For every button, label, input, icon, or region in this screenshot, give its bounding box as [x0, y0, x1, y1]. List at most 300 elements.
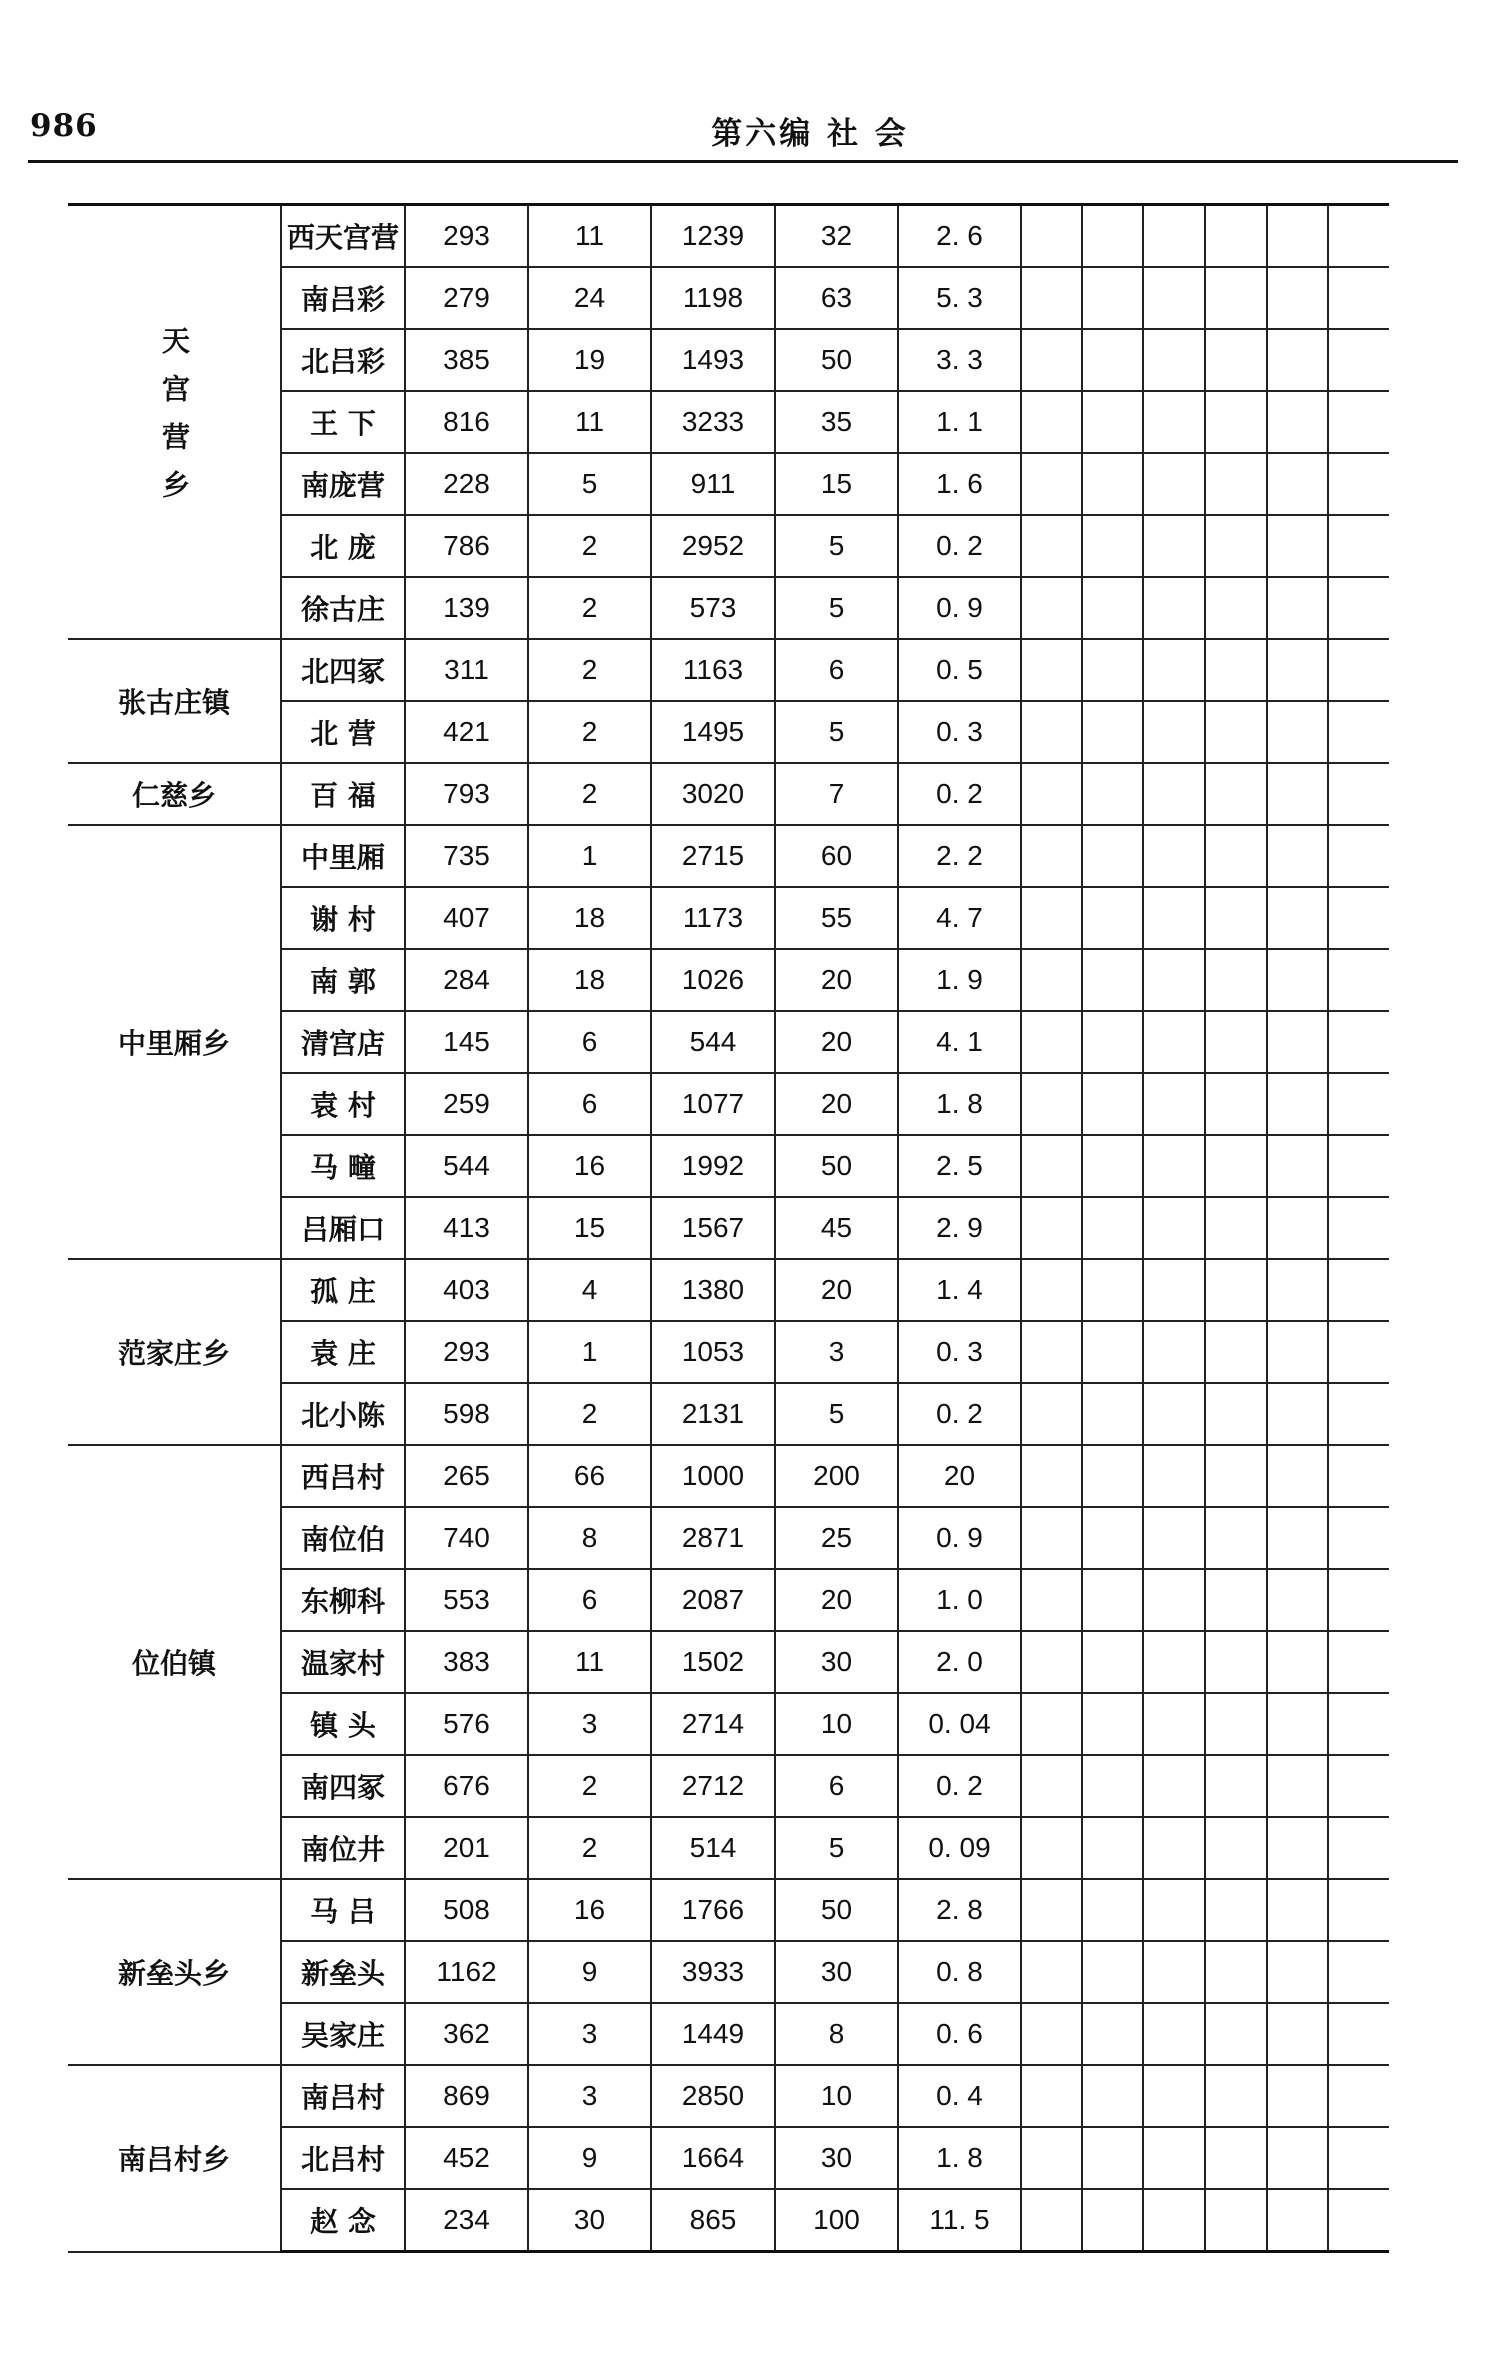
value-cell: 576 — [405, 1693, 528, 1755]
empty-cell — [1082, 1011, 1143, 1073]
empty-cell — [1143, 825, 1205, 887]
value-cell: 3933 — [651, 1941, 775, 2003]
empty-cell — [1205, 515, 1267, 577]
empty-cell — [1143, 701, 1205, 763]
value-cell: 293 — [405, 1321, 528, 1383]
empty-cell — [1205, 267, 1267, 329]
table-row — [68, 825, 1389, 887]
value-cell: 1. 8 — [898, 2127, 1021, 2189]
empty-cell — [1328, 2065, 1389, 2127]
empty-cell — [1143, 2003, 1205, 2065]
empty-cell — [1021, 1445, 1082, 1507]
empty-cell — [1205, 1693, 1267, 1755]
value-cell: 1173 — [651, 887, 775, 949]
value-cell: 20 — [898, 1445, 1021, 1507]
empty-cell — [1205, 1135, 1267, 1197]
value-cell: 553 — [405, 1569, 528, 1631]
value-cell: 2715 — [651, 825, 775, 887]
value-cell: 383 — [405, 1631, 528, 1693]
value-cell: 786 — [405, 515, 528, 577]
value-cell: 2. 5 — [898, 1135, 1021, 1197]
value-cell: 2712 — [651, 1755, 775, 1817]
value-cell: 0. 9 — [898, 577, 1021, 639]
value-cell: 11. 5 — [898, 2189, 1021, 2252]
empty-cell — [1267, 701, 1328, 763]
value-cell: 573 — [651, 577, 775, 639]
empty-cell — [1082, 2065, 1143, 2127]
empty-cell — [1082, 1941, 1143, 2003]
value-cell: 0. 2 — [898, 1755, 1021, 1817]
value-cell: 1162 — [405, 1941, 528, 2003]
value-cell: 2131 — [651, 1383, 775, 1445]
empty-cell — [1328, 1321, 1389, 1383]
value-cell: 311 — [405, 639, 528, 701]
value-cell: 793 — [405, 763, 528, 825]
empty-cell — [1267, 2003, 1328, 2065]
value-cell: 228 — [405, 453, 528, 515]
value-cell: 50 — [775, 329, 898, 391]
value-cell: 403 — [405, 1259, 528, 1321]
empty-cell — [1143, 639, 1205, 701]
value-cell: 1502 — [651, 1631, 775, 1693]
village-cell: 南四冢 — [281, 1755, 405, 1817]
value-cell: 0. 3 — [898, 1321, 1021, 1383]
empty-cell — [1021, 2065, 1082, 2127]
empty-cell — [1205, 1817, 1267, 1879]
empty-cell — [1205, 1631, 1267, 1693]
empty-cell — [1143, 1879, 1205, 1941]
empty-cell — [1143, 391, 1205, 453]
empty-cell — [1267, 1755, 1328, 1817]
value-cell: 284 — [405, 949, 528, 1011]
empty-cell — [1021, 1693, 1082, 1755]
value-cell: 63 — [775, 267, 898, 329]
value-cell: 740 — [405, 1507, 528, 1569]
village-cell: 中里厢 — [281, 825, 405, 887]
empty-cell — [1021, 1011, 1082, 1073]
value-cell: 0. 09 — [898, 1817, 1021, 1879]
empty-cell — [1082, 1383, 1143, 1445]
village-cell: 清宫店 — [281, 1011, 405, 1073]
value-cell: 19 — [528, 329, 651, 391]
value-cell: 30 — [528, 2189, 651, 2252]
empty-cell — [1205, 1569, 1267, 1631]
value-cell: 2. 8 — [898, 1879, 1021, 1941]
village-cell: 北 庞 — [281, 515, 405, 577]
empty-cell — [1267, 887, 1328, 949]
value-cell: 911 — [651, 453, 775, 515]
region-cell: 张古庄镇 — [68, 639, 281, 763]
value-cell: 2. 0 — [898, 1631, 1021, 1693]
empty-cell — [1082, 2127, 1143, 2189]
empty-cell — [1143, 1197, 1205, 1259]
value-cell: 0. 3 — [898, 701, 1021, 763]
value-cell: 2. 2 — [898, 825, 1021, 887]
value-cell: 3 — [528, 2065, 651, 2127]
value-cell: 2952 — [651, 515, 775, 577]
empty-cell — [1143, 1011, 1205, 1073]
empty-cell — [1328, 1445, 1389, 1507]
empty-cell — [1021, 949, 1082, 1011]
value-cell: 735 — [405, 825, 528, 887]
empty-cell — [1205, 1445, 1267, 1507]
value-cell: 2 — [528, 1755, 651, 1817]
empty-cell — [1082, 453, 1143, 515]
empty-cell — [1082, 2003, 1143, 2065]
value-cell: 1766 — [651, 1879, 775, 1941]
empty-cell — [1328, 949, 1389, 1011]
value-cell: 3 — [528, 2003, 651, 2065]
value-cell: 1026 — [651, 949, 775, 1011]
value-cell: 20 — [775, 1259, 898, 1321]
region-cell: 位伯镇 — [68, 1445, 281, 1879]
empty-cell — [1328, 1693, 1389, 1755]
value-cell: 0. 5 — [898, 639, 1021, 701]
empty-cell — [1328, 2003, 1389, 2065]
empty-cell — [1082, 1073, 1143, 1135]
value-cell: 5 — [775, 515, 898, 577]
empty-cell — [1143, 763, 1205, 825]
empty-cell — [1267, 1941, 1328, 2003]
value-cell: 1495 — [651, 701, 775, 763]
empty-cell — [1021, 763, 1082, 825]
empty-cell — [1205, 2127, 1267, 2189]
value-cell: 2. 6 — [898, 205, 1021, 268]
village-cell: 新垒头 — [281, 1941, 405, 2003]
empty-cell — [1205, 1011, 1267, 1073]
empty-cell — [1267, 267, 1328, 329]
value-cell: 1. 0 — [898, 1569, 1021, 1631]
value-cell: 1000 — [651, 1445, 775, 1507]
empty-cell — [1267, 205, 1328, 268]
empty-cell — [1143, 1569, 1205, 1631]
empty-cell — [1328, 391, 1389, 453]
empty-cell — [1082, 1817, 1143, 1879]
value-cell: 0. 8 — [898, 1941, 1021, 2003]
empty-cell — [1328, 577, 1389, 639]
empty-cell — [1082, 1693, 1143, 1755]
empty-cell — [1328, 1383, 1389, 1445]
empty-cell — [1267, 1817, 1328, 1879]
value-cell: 1. 9 — [898, 949, 1021, 1011]
value-cell: 16 — [528, 1879, 651, 1941]
value-cell: 865 — [651, 2189, 775, 2252]
empty-cell — [1082, 2189, 1143, 2252]
value-cell: 0. 2 — [898, 763, 1021, 825]
empty-cell — [1328, 1507, 1389, 1569]
value-cell: 1 — [528, 825, 651, 887]
value-cell: 2 — [528, 639, 651, 701]
village-cell: 南吕彩 — [281, 267, 405, 329]
value-cell: 0. 04 — [898, 1693, 1021, 1755]
village-cell: 温家村 — [281, 1631, 405, 1693]
value-cell: 544 — [405, 1135, 528, 1197]
region-cell: 天宫营乡 — [68, 205, 281, 640]
empty-cell — [1267, 2065, 1328, 2127]
empty-cell — [1143, 1693, 1205, 1755]
empty-cell — [1082, 577, 1143, 639]
empty-cell — [1021, 1073, 1082, 1135]
village-cell: 袁 村 — [281, 1073, 405, 1135]
empty-cell — [1205, 639, 1267, 701]
empty-cell — [1205, 949, 1267, 1011]
value-cell: 2850 — [651, 2065, 775, 2127]
empty-cell — [1205, 453, 1267, 515]
empty-cell — [1021, 1321, 1082, 1383]
empty-cell — [1267, 1321, 1328, 1383]
empty-cell — [1205, 1755, 1267, 1817]
value-cell: 4. 1 — [898, 1011, 1021, 1073]
empty-cell — [1205, 763, 1267, 825]
empty-cell — [1021, 267, 1082, 329]
table-row — [68, 763, 1389, 825]
value-cell: 15 — [528, 1197, 651, 1259]
value-cell: 5 — [528, 453, 651, 515]
empty-cell — [1021, 1755, 1082, 1817]
value-cell: 30 — [775, 2127, 898, 2189]
empty-cell — [1021, 887, 1082, 949]
value-cell: 2714 — [651, 1693, 775, 1755]
empty-cell — [1267, 329, 1328, 391]
value-cell: 9 — [528, 2127, 651, 2189]
empty-cell — [1267, 639, 1328, 701]
value-cell: 6 — [528, 1569, 651, 1631]
value-cell: 0. 4 — [898, 2065, 1021, 2127]
empty-cell — [1143, 2065, 1205, 2127]
value-cell: 4. 7 — [898, 887, 1021, 949]
empty-cell — [1021, 2127, 1082, 2189]
empty-cell — [1021, 1941, 1082, 2003]
value-cell: 2 — [528, 577, 651, 639]
empty-cell — [1267, 1879, 1328, 1941]
empty-cell — [1267, 1569, 1328, 1631]
value-cell: 35 — [775, 391, 898, 453]
value-cell: 3 — [775, 1321, 898, 1383]
empty-cell — [1267, 577, 1328, 639]
empty-cell — [1143, 1941, 1205, 2003]
value-cell: 1380 — [651, 1259, 775, 1321]
empty-cell — [1082, 1445, 1143, 1507]
value-cell: 25 — [775, 1507, 898, 1569]
empty-cell — [1021, 515, 1082, 577]
village-cell: 镇 头 — [281, 1693, 405, 1755]
empty-cell — [1143, 1507, 1205, 1569]
value-cell: 1053 — [651, 1321, 775, 1383]
empty-cell — [1082, 1879, 1143, 1941]
value-cell: 5 — [775, 577, 898, 639]
page-header — [0, 0, 1500, 165]
village-cell: 南位伯 — [281, 1507, 405, 1569]
village-cell: 南 郭 — [281, 949, 405, 1011]
empty-cell — [1021, 1507, 1082, 1569]
value-cell: 11 — [528, 1631, 651, 1693]
empty-cell — [1143, 1631, 1205, 1693]
value-cell: 8 — [775, 2003, 898, 2065]
empty-cell — [1205, 2189, 1267, 2252]
value-cell: 16 — [528, 1135, 651, 1197]
value-cell: 1493 — [651, 329, 775, 391]
table-row — [68, 2065, 1389, 2127]
value-cell: 2 — [528, 515, 651, 577]
value-cell: 2 — [528, 763, 651, 825]
empty-cell — [1205, 391, 1267, 453]
value-cell: 0. 2 — [898, 1383, 1021, 1445]
value-cell: 11 — [528, 205, 651, 268]
empty-cell — [1143, 1817, 1205, 1879]
village-cell: 孤 庄 — [281, 1259, 405, 1321]
value-cell: 2 — [528, 1383, 651, 1445]
empty-cell — [1082, 1197, 1143, 1259]
empty-cell — [1021, 701, 1082, 763]
value-cell: 8 — [528, 1507, 651, 1569]
village-cell: 马 疃 — [281, 1135, 405, 1197]
empty-cell — [1328, 2189, 1389, 2252]
empty-cell — [1143, 453, 1205, 515]
value-cell: 45 — [775, 1197, 898, 1259]
empty-cell — [1082, 1259, 1143, 1321]
value-cell: 200 — [775, 1445, 898, 1507]
empty-cell — [1328, 1197, 1389, 1259]
table-row — [68, 1445, 1389, 1507]
empty-cell — [1267, 1259, 1328, 1321]
empty-cell — [1267, 453, 1328, 515]
value-cell: 544 — [651, 1011, 775, 1073]
empty-cell — [1021, 2003, 1082, 2065]
value-cell: 362 — [405, 2003, 528, 2065]
empty-cell — [1205, 1507, 1267, 1569]
village-cell: 北吕彩 — [281, 329, 405, 391]
village-cell: 吴家庄 — [281, 2003, 405, 2065]
empty-cell — [1021, 1569, 1082, 1631]
empty-cell — [1082, 205, 1143, 268]
value-cell: 265 — [405, 1445, 528, 1507]
empty-cell — [1021, 1197, 1082, 1259]
empty-cell — [1021, 825, 1082, 887]
value-cell: 421 — [405, 701, 528, 763]
empty-cell — [1143, 1135, 1205, 1197]
empty-cell — [1021, 1135, 1082, 1197]
value-cell: 24 — [528, 267, 651, 329]
empty-cell — [1267, 1135, 1328, 1197]
value-cell: 1 — [528, 1321, 651, 1383]
table-row — [68, 639, 1389, 701]
value-cell: 6 — [775, 639, 898, 701]
value-cell: 18 — [528, 887, 651, 949]
empty-cell — [1328, 1011, 1389, 1073]
value-cell: 7 — [775, 763, 898, 825]
table-row — [68, 205, 1389, 268]
value-cell: 1. 4 — [898, 1259, 1021, 1321]
value-cell: 55 — [775, 887, 898, 949]
value-cell: 10 — [775, 1693, 898, 1755]
value-cell: 50 — [775, 1879, 898, 1941]
empty-cell — [1205, 1879, 1267, 1941]
empty-cell — [1328, 825, 1389, 887]
empty-cell — [1021, 1879, 1082, 1941]
value-cell: 2087 — [651, 1569, 775, 1631]
value-cell: 20 — [775, 949, 898, 1011]
value-cell: 1163 — [651, 639, 775, 701]
region-cell: 范家庄乡 — [68, 1259, 281, 1445]
value-cell: 15 — [775, 453, 898, 515]
value-cell: 2 — [528, 1817, 651, 1879]
value-cell: 598 — [405, 1383, 528, 1445]
empty-cell — [1328, 639, 1389, 701]
value-cell: 20 — [775, 1569, 898, 1631]
empty-cell — [1143, 887, 1205, 949]
value-cell: 816 — [405, 391, 528, 453]
value-cell: 514 — [651, 1817, 775, 1879]
village-cell: 北四冢 — [281, 639, 405, 701]
empty-cell — [1143, 515, 1205, 577]
value-cell: 18 — [528, 949, 651, 1011]
empty-cell — [1267, 949, 1328, 1011]
empty-cell — [1205, 1941, 1267, 2003]
empty-cell — [1267, 515, 1328, 577]
empty-cell — [1267, 2127, 1328, 2189]
empty-cell — [1267, 1073, 1328, 1135]
empty-cell — [1021, 205, 1082, 268]
empty-cell — [1143, 1073, 1205, 1135]
value-cell: 30 — [775, 1941, 898, 2003]
empty-cell — [1143, 1445, 1205, 1507]
empty-cell — [1082, 701, 1143, 763]
empty-cell — [1021, 1383, 1082, 1445]
value-cell: 145 — [405, 1011, 528, 1073]
value-cell: 0. 6 — [898, 2003, 1021, 2065]
empty-cell — [1082, 825, 1143, 887]
empty-cell — [1021, 453, 1082, 515]
value-cell: 66 — [528, 1445, 651, 1507]
empty-cell — [1267, 1197, 1328, 1259]
empty-cell — [1267, 1693, 1328, 1755]
empty-cell — [1328, 329, 1389, 391]
value-cell: 3020 — [651, 763, 775, 825]
empty-cell — [1328, 205, 1389, 268]
empty-cell — [1267, 1445, 1328, 1507]
empty-cell — [1205, 1383, 1267, 1445]
value-cell: 20 — [775, 1073, 898, 1135]
value-cell: 1239 — [651, 205, 775, 268]
empty-cell — [1143, 2189, 1205, 2252]
value-cell: 6 — [775, 1755, 898, 1817]
empty-cell — [1082, 639, 1143, 701]
empty-cell — [1267, 825, 1328, 887]
empty-cell — [1082, 515, 1143, 577]
empty-cell — [1082, 329, 1143, 391]
value-cell: 60 — [775, 825, 898, 887]
empty-cell — [1082, 1569, 1143, 1631]
village-cell: 谢 村 — [281, 887, 405, 949]
region-cell: 仁慈乡 — [68, 763, 281, 825]
value-cell: 30 — [775, 1631, 898, 1693]
empty-cell — [1021, 639, 1082, 701]
value-cell: 1567 — [651, 1197, 775, 1259]
empty-cell — [1267, 1631, 1328, 1693]
empty-cell — [1328, 2127, 1389, 2189]
empty-cell — [1021, 2189, 1082, 2252]
village-cell: 赵 念 — [281, 2189, 405, 2252]
empty-cell — [1328, 1941, 1389, 2003]
value-cell: 1198 — [651, 267, 775, 329]
empty-cell — [1328, 515, 1389, 577]
value-cell: 1664 — [651, 2127, 775, 2189]
village-cell: 西天宫营 — [281, 205, 405, 268]
empty-cell — [1205, 1197, 1267, 1259]
running-title: 第六编 社 会 — [711, 116, 909, 152]
empty-cell — [1082, 763, 1143, 825]
empty-cell — [1205, 701, 1267, 763]
